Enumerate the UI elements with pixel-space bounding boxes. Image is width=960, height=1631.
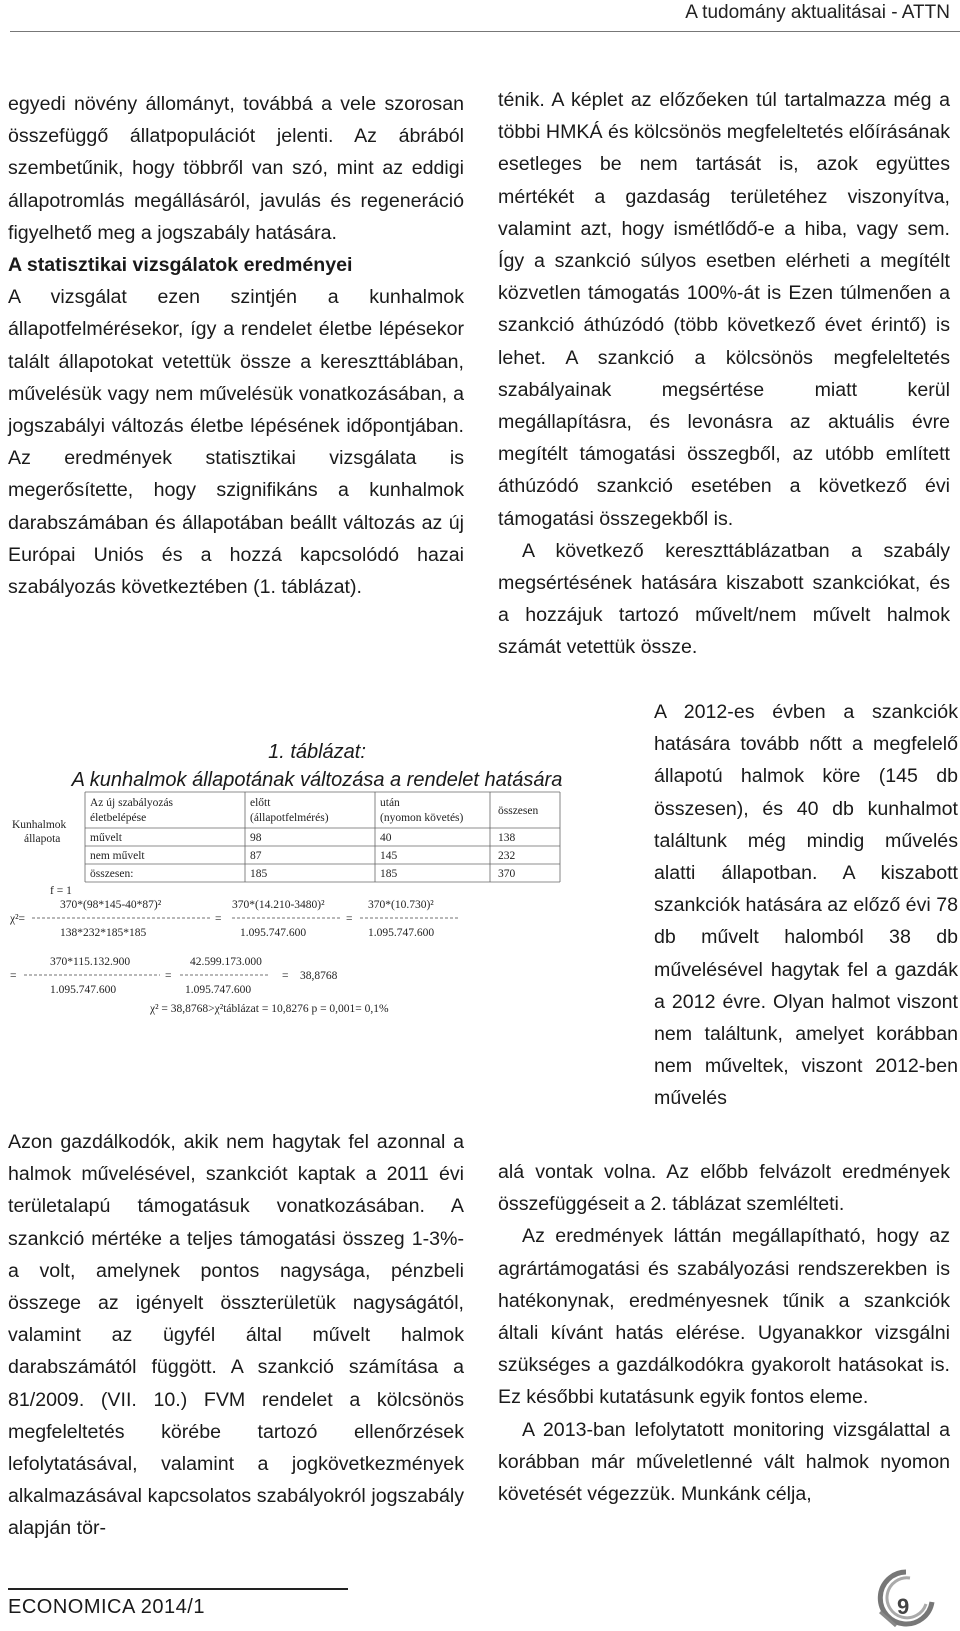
head-col0-2: életbelépése	[90, 812, 147, 824]
row-label-1: művelt	[90, 832, 122, 844]
float-paragraph: A 2012-es évben a szankciók hatására tovább nőtt a megfelelő állapotú halmok köre (145 db összesen), és 40 db kunhalmot találtunk még mindig művelés alatti állapotban. A kiszabott szankciók hatására az előző évi 78 db művelt halomból 38 db művelésével hagytak fel a gazdák a 2012 évre. Olyan halmot viszont nem találtunk, amelyet korábban nem műveltek, viszont 2012-ben művelés	[654, 701, 958, 1110]
paragraph: A vizsgálat ezen szintjén a kunhalmok állapotfelmérésekor, így a rendelet életbe lépésekor talált állapotokat vetettük össze a kereszttáblában, művelésük vagy nem művelésük vonatkozásában, a jogszabályi változás életbe lépésének időpontjában. Az eredmények statisztikai vizsgálata is megerősítette, hogy szignifikáns a kunhalmok darabszámában és állapotában beállt változás az új Európai Uniós és a hozzá kapcsolódó hazai szabályozás következtében (1. táblázat).	[8, 286, 464, 599]
running-header	[0, 0, 960, 28]
corner-label-2: állapota	[24, 833, 61, 845]
chi-num-2: 370*(14.210-3480)²	[232, 899, 325, 911]
row-label-3: összesen:	[90, 868, 134, 880]
line2-num-1: 370*115.132.900	[50, 956, 131, 968]
contingency-table-figure	[10, 790, 590, 1030]
chi-den-1: 138*232*185*185	[60, 927, 147, 939]
chi-num-3: 370*(10.730)²	[368, 899, 434, 911]
paragraph: alá vontak volna. Az előbb felvázolt eredmények összefüggéseit a 2. táblázat szemlélteti.	[498, 1161, 950, 1216]
chi-den-3: 1.095.747.600	[368, 927, 435, 939]
row-after-3: 185	[380, 868, 398, 880]
row-before-2: 87	[250, 850, 262, 862]
section-heading: A statisztikai vizsgálatok eredményei	[8, 254, 353, 277]
header-title: A tudomány aktualitásai - ATTN	[685, 2, 950, 23]
chi-symbol: χ²=	[10, 913, 26, 925]
line2-equals-1: =	[10, 970, 17, 982]
right-column-bottom	[498, 1156, 950, 1510]
head-col1-1: előtt	[250, 797, 271, 809]
line2-den-1: 1.095.747.600	[50, 984, 117, 996]
head-col2-2: (nyomon követés)	[380, 812, 464, 824]
equals-1: =	[215, 913, 222, 925]
head-col3: összesen	[498, 805, 539, 817]
corner-label-1: Kunhalmok	[12, 819, 67, 831]
f-line: f = 1	[50, 885, 72, 897]
line2-result: 38,8768	[300, 970, 338, 982]
table-caption-number: 1. táblázat:	[268, 741, 366, 763]
line2-equals-2: =	[165, 970, 172, 982]
line2-equals-3: =	[282, 970, 289, 982]
row-label-2: nem művelt	[90, 850, 145, 862]
row-total-3: 370	[498, 868, 516, 880]
chi-num-1: 370*(98*145-40*87)²	[60, 899, 162, 911]
page-number: 9	[897, 1594, 910, 1619]
head-col2-1: után	[380, 797, 400, 809]
paragraph: A 2013-ban lefolytatott monitoring vizsgálattal a korábban már műveletlenné vált halmok nyomon követését végezzük. Munkánk célja,	[498, 1418, 950, 1506]
header-rule	[10, 31, 960, 32]
footer-rule	[8, 1588, 348, 1590]
line2-den-2: 1.095.747.600	[185, 984, 252, 996]
journal-name: ECONOMICA 2014/1	[8, 1596, 205, 1618]
row-total-2: 232	[498, 850, 516, 862]
paragraph: ténik. A képlet az előzőeken túl tartalmazza még a többi HMKÁ és kölcsönös megfeleltetés előírásának esetleges be nem tartását is, azok együttes mértékét a gazdaság területéhez viszonyítva, valamint azt, hogy ismétlődő-e a hiba, vagy sem. Így a szankció súlyos esetben elérheti a megítélt közvetlen támogatás 100%-át is Ezen túlmenően a szankció áthúzódó (több következő évet érintő) is lehet. A szankció a kölcsönös megfeleltetés szabályainak megsértése miatt kerül megállapításra, és levonásra az aktuális évre megítélt támogatási összegből, az utóbb említett áthúzódó szankció esetében a következő évi támogatási összegekből is.	[498, 89, 950, 530]
chi-den-2: 1.095.747.600	[240, 927, 307, 939]
left-column-top	[8, 88, 464, 603]
paragraph: Azon gazdálkodók, akik nem hagytak fel azonnal a halmok művelésével, szankciót kaptak a 2011 évi területalapú támogatásuk vonatkozásában. A szankció mértéke a teljes támogatási összeg 1-3%-a volt, amelynek pontos nagysága, pénzbeli összege az igényelt összterületük nagyságától, valamint az ügyfél által művelt halmok darabszámától függött. A szankció számítása a 81/2009. (VII. 10.) FVM rendelet a kölcsönös megfeleltetés körébe tartozó ellenőrzések lefolytatásával, valamint a jogkövetkezmények alkalmazásával kapcsolatos szabályokról jogszabály alapján tör-	[8, 1131, 464, 1540]
head-col0-1: Az új szabályozás	[90, 797, 174, 809]
row-total-1: 138	[498, 832, 516, 844]
paragraph: egyedi növény állományt, továbbá a vele szorosan összefüggő állatpopulációt jelenti. Az ábrából szembetűnik, hogy többről van szó, mint az eddigi állapotromlás megállásáról, javulás és regeneráció figyelhető meg a jogszabály hatására.	[8, 93, 464, 244]
paragraph: A következő kereszttáblázatban a szabály megsértésének hatására kiszabott szankciókat, és a hozzájuk tartozó művelt/nem művelt halmok számát vetettük össze.	[498, 539, 950, 659]
row-after-2: 145	[380, 850, 398, 862]
row-before-1: 98	[250, 832, 262, 844]
row-before-3: 185	[250, 868, 268, 880]
head-col1-2: (állapotfelmérés)	[250, 812, 329, 824]
line2-num-2: 42.599.173.000	[190, 956, 262, 968]
equals-2: =	[346, 913, 353, 925]
paragraph: Az eredmények láttán megállapítható, hogy az agrártámogatási és szabályozási rendszerekben is hatékonynak, eredményesnek tűnik a szankciók általi kívánt hatás elérése. Ugyanakkor vizsgálni szükséges a gazdálkodókra gyakorolt hatásokat is. Ez későbbi kutatásunk egyik fontos eleme.	[498, 1225, 950, 1409]
final-line: χ² = 38,8768>χ²táblázat = 10,8276 p = 0,001= 0,1%	[150, 1003, 389, 1015]
row-after-1: 40	[380, 832, 392, 844]
right-column-top	[498, 84, 950, 664]
left-column-bottom	[8, 1126, 464, 1545]
table-caption-title: A kunhalmok állapotának változása a rendelet hatására	[71, 769, 563, 791]
table-caption	[0, 738, 634, 794]
